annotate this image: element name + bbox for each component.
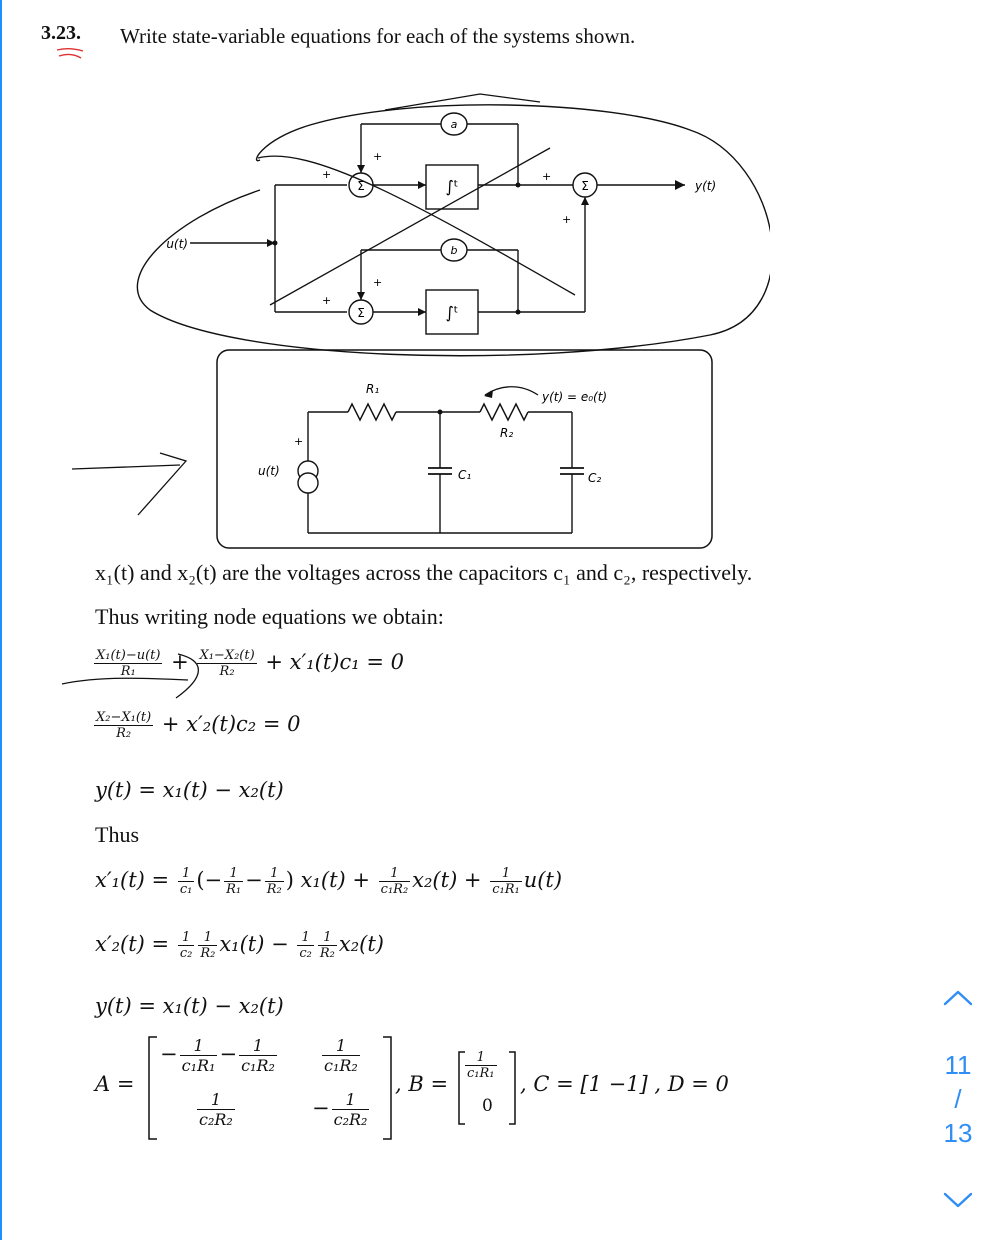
source-label: u(t) — [258, 464, 280, 478]
matrix-b-1: $\frac{1}{\text{c₁R₁}}$ — [467, 1050, 495, 1081]
integrator-top-label: ∫ᵗ — [445, 177, 459, 196]
hand-scribble — [58, 640, 228, 700]
red-underline-mark — [55, 46, 87, 60]
node-eq-line: Thus writing node equations we obtain: — [95, 604, 444, 629]
matrix-a-11: − $\frac{1}{\text{c₁R₁}}$ − $\frac{1}{\text{c₁R₂}}$ — [160, 1036, 275, 1075]
gain-a-label: a — [450, 118, 458, 131]
chevron-down-icon[interactable] — [942, 1190, 974, 1210]
svg-text:+: + — [373, 276, 383, 289]
page-separator: / — [954, 1084, 962, 1114]
problem-number: 3.23. — [41, 22, 81, 44]
circuit-output-label: y(t) = e₀(t) — [542, 390, 608, 404]
circuit-diagram — [60, 345, 720, 555]
page-current: 11 — [944, 1050, 972, 1080]
r1-label: R₁ — [366, 382, 380, 396]
node-equation-2: $\frac{\text{X₂−X₁(t)}}{\text{R₂}}$ + x′₂(t)c₂ = 0 — [96, 710, 301, 741]
svg-text:∫ᵗ: ∫ᵗ — [445, 303, 459, 322]
r2-label: R₂ — [500, 426, 514, 440]
page-left-edge — [0, 0, 2, 1240]
svg-text:+: + — [322, 168, 332, 181]
c1-label: C₁ — [458, 468, 472, 482]
svg-text:Σ: Σ — [357, 306, 365, 320]
page-total: 13 — [943, 1118, 973, 1148]
svg-text:+: + — [542, 170, 552, 183]
intro-line: x₁(t) and x₂(t) are the voltages across the capacitors c₁ and c₂, respectively. — [95, 560, 753, 585]
state-equation-1: x′₁(t) = $\frac{1}{\text{c₁}}$ (− $\frac{1}{\text{R₁}}$ − $\frac{1}{\text{R₂}}$ ) x₁(t) + $\frac{1}{\text{c₁R₂}}$ x₂(t) + $\frac{1}{\text{c₁R₁}}$ u(t) — [95, 866, 563, 897]
matrix-c-d: , C = [1 −1] , D = 0 — [520, 1072, 729, 1096]
hand-arrow — [72, 453, 186, 515]
c2-label: C₂ — [588, 471, 602, 485]
output-equation-2: y(t) = x₁(t) − x₂(t) — [95, 994, 284, 1018]
svg-text:Σ: Σ — [581, 179, 589, 193]
node-equation-1: $\frac{\text{X₁(t)−u(t)}}{\text{R₁}}$ + $\frac{\text{X₁−X₂(t)}}{\text{R₂}}$ + x′₁(t)c₁ = 0 — [96, 648, 404, 679]
resistor-r1 — [348, 404, 396, 420]
resistor-r2 — [480, 404, 528, 420]
matrix-a-label: A = — [95, 1072, 135, 1096]
chevron-up-icon[interactable] — [942, 988, 974, 1008]
svg-text:+: + — [562, 213, 572, 226]
block-diagram — [110, 80, 770, 360]
problem-title: Write state-variable equations for each of the systems shown. — [120, 24, 636, 48]
matrix-b-label: , B = — [395, 1072, 449, 1096]
gain-b-label: b — [450, 244, 458, 257]
svg-text:+: + — [294, 435, 304, 448]
matrix-b-2: 0 — [482, 1096, 493, 1116]
svg-text:+: + — [322, 294, 332, 307]
output-equation: y(t) = x₁(t) − x₂(t) — [95, 778, 284, 802]
matrix-a-22: − $\frac{1}{\text{c₂R₂}}$ — [312, 1090, 368, 1129]
matrix-a-12: $\frac{1}{\text{c₁R₂}}$ — [324, 1036, 358, 1075]
thus-label: Thus — [95, 822, 139, 847]
circuit-box — [217, 350, 712, 548]
sum-top-label: Σ — [357, 179, 365, 193]
svg-text:+: + — [373, 150, 383, 163]
output-label: y(t) — [695, 179, 717, 193]
input-label: u(t) — [166, 237, 188, 251]
state-equation-2: x′₂(t) = $\frac{1}{\text{c₂}}$ $\frac{1}{\text{R₂}}$ x₁(t) − $\frac{1}{\text{c₂}}$ $\frac{1}{\text{R₂}}$ x₂(t) — [95, 930, 384, 961]
matrix-a-21: $\frac{1}{\text{c₂R₂}}$ — [199, 1090, 233, 1129]
